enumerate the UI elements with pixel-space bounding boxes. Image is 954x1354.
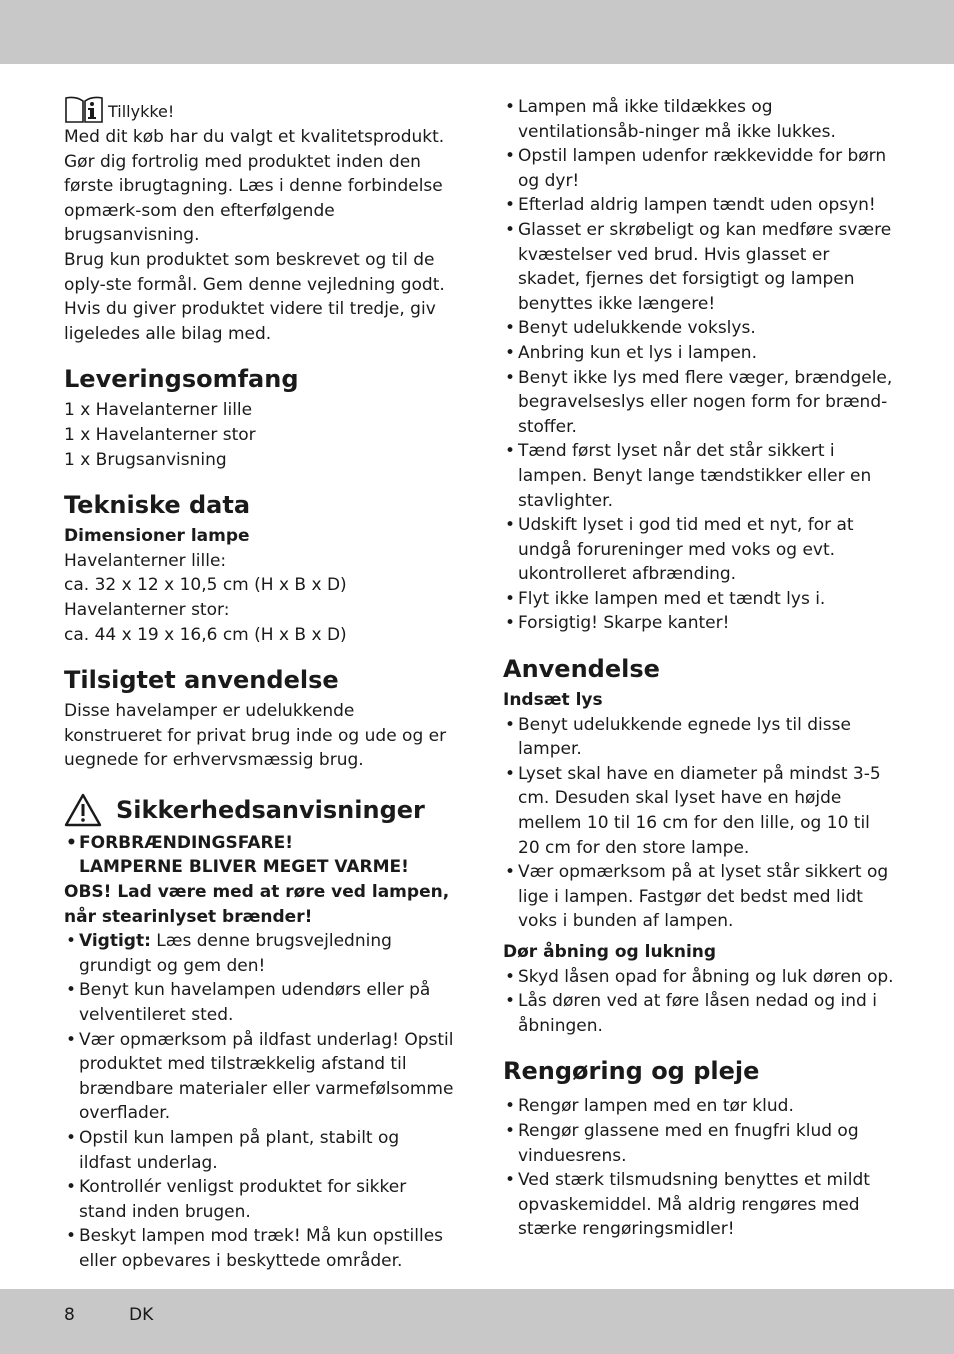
section-heading-tech: Tekniske data xyxy=(64,491,251,520)
list-item: • Efterlad aldrig lampen tændt uden opsyn! xyxy=(503,193,895,218)
list-item: • Benyt kun havelampen udendørs eller på velventileret sted. xyxy=(64,978,456,1027)
cleaning-list xyxy=(503,1094,895,1242)
list-item: • Rengør glassene med en fnugfri klud og vinduesrens. xyxy=(503,1119,895,1168)
list-item: • Opstil lampen udenfor rækkevidde for børn og dyr! xyxy=(503,144,895,193)
section-heading-cleaning: Rengøring og pleje xyxy=(503,1057,760,1086)
section-heading-scope: Leveringsomfang xyxy=(64,365,299,394)
left-column xyxy=(64,95,456,1274)
list-item: • Ved stærk tilsmudsning benyttes et mildt opvaskemiddel. Må aldrig rengøres med stærke rengøringsmidler! xyxy=(503,1168,895,1242)
list-item: • Benyt udelukkende vokslys. xyxy=(503,316,895,341)
list-item: • Vær opmærksom på at lyset står sikkert og lige i lampen. Fastgør det bedst med lidt voks i bunden af lampen. xyxy=(503,860,895,934)
list-item: • Anbring kun et lys i lampen. xyxy=(503,341,895,366)
important-label: Vigtigt: xyxy=(79,931,151,952)
list-item: • Glasset er skrøbeligt og kan medføre svære kvæstelser ved brud. Hvis glasset er skadet, fjernes det forsigtigt og lampen benyttes ikke længere! xyxy=(503,218,895,316)
safety-list-continued xyxy=(503,95,895,636)
list-item: • Kontrollér venligst produktet for sikker stand inden brugen. xyxy=(64,1175,456,1224)
subheading-insert: Indsæt lys xyxy=(503,690,603,711)
list-item: • Beskyt lampen mod træk! Må kun opstilles eller opbevares i beskyttede områder. xyxy=(64,1224,456,1273)
list-item: • Udskift lyset i god tid med et nyt, for at undgå forureninger med voks og evt. ukontrolleret afbrænding. xyxy=(503,513,895,587)
section-heading-safety: Sikkerhedsanvisninger xyxy=(116,795,425,824)
safety-list xyxy=(64,831,456,880)
tech-line: Havelanterner stor: xyxy=(64,599,230,620)
list-item: • Flyt ikke lampen med et tændt lys i. xyxy=(503,587,895,612)
list-item: • Forsigtig! Skarpe kanter! xyxy=(503,611,895,636)
list-item xyxy=(64,831,456,880)
list-item: • Tænd først lyset når det står sikkert i lampen. Benyt lange tændstikker eller en stavlighter. xyxy=(503,439,895,513)
door-list xyxy=(503,965,895,1039)
list-item: • Skyd låsen opad for åbning og luk døren op. xyxy=(503,965,895,990)
list-item: • Lampen må ikke tildækkes og ventilationsåb-ninger må ikke lukkes. xyxy=(503,95,895,144)
section-heading-intended: Tilsigtet anvendelse xyxy=(64,666,339,695)
section-heading-usage: Anvendelse xyxy=(503,655,660,684)
list-item: • Benyt udelukkende egnede lys til disse lamper. xyxy=(503,713,895,762)
intro-greeting-row xyxy=(64,95,456,125)
safety-list xyxy=(64,929,456,1273)
list-item: • Opstil kun lampen på plant, stabilt og ildfast underlag. xyxy=(64,1126,456,1175)
intended-text: Disse havelamper er udelukkende konstrueret for privat brug inde og ude og er uegnede for erhvervsmæssig brug. xyxy=(64,701,447,771)
list-item: • Rengør lampen med en tør klud. xyxy=(503,1094,895,1119)
list-item: • Benyt ikke lys med flere væger, brændgele, begravelseslys eller nogen form for brænd-stoffer. xyxy=(503,366,895,440)
tech-line: Havelanterner lille: xyxy=(64,550,227,571)
warning-text: OBS! Lad være med at røre ved lampen, når stearinlyset brænder! xyxy=(64,882,450,927)
page-number: 8 xyxy=(64,1305,75,1325)
scope-item: 1 x Havelanterner lille xyxy=(64,400,253,421)
warning-triangle-icon xyxy=(64,793,102,827)
insert-list xyxy=(503,713,895,934)
subheading-dimensions: Dimensioner lampe xyxy=(64,526,250,547)
intro-paragraph: Med dit køb har du valgt et kvalitetsprodukt. Gør dig fortrolig med produktet inden den første ibrugtagning. Læs i denne forbindelse opmærk-som den efterfølgende brugsanvisning. xyxy=(64,127,445,246)
warning-text: LAMPERNE BLIVER MEGET VARME! xyxy=(79,857,409,878)
intro-greeting: Tillykke! xyxy=(108,102,175,122)
intro-paragraph: Brug kun produktet som beskrevet og til de oply-ste formål. Gem denne vejledning godt. Hvis du giver produktet videre til tredje, giv ligeledes alle bilag med. xyxy=(64,249,445,344)
language-code: DK xyxy=(129,1305,154,1325)
tech-line: ca. 44 x 19 x 16,6 cm (H x B x D) xyxy=(64,624,347,645)
scope-item: 1 x Havelanterner stor xyxy=(64,424,256,445)
header-bar xyxy=(0,0,954,64)
list-item: • Lyset skal have en diameter på mindst 3-5 cm. Desuden skal lyset have en højde mellem 10 til 16 cm for den lille, og 10 til 20 cm for den store lampe. xyxy=(503,762,895,860)
tech-line: ca. 32 x 12 x 10,5 cm (H x B x D) xyxy=(64,575,347,596)
right-column xyxy=(503,95,895,1242)
scope-item: 1 x Brugsanvisning xyxy=(64,449,227,470)
book-info-icon xyxy=(64,95,104,125)
list-item xyxy=(64,929,456,978)
subheading-door: Dør åbning og lukning xyxy=(503,942,717,962)
warning-text: FORBRÆNDINGSFARE! xyxy=(79,832,294,853)
important-text: Læs denne brugsvejledning grundigt og gem den! xyxy=(79,931,392,976)
list-item: • Lås døren ved at føre låsen nedad og ind i åbningen. xyxy=(503,989,895,1038)
safety-heading-row xyxy=(64,793,456,827)
list-item: • Vær opmærksom på ildfast underlag! Opstil produktet med tilstrækkelig afstand til brændbare materialer eller varmefølsomme overflader. xyxy=(64,1028,456,1126)
